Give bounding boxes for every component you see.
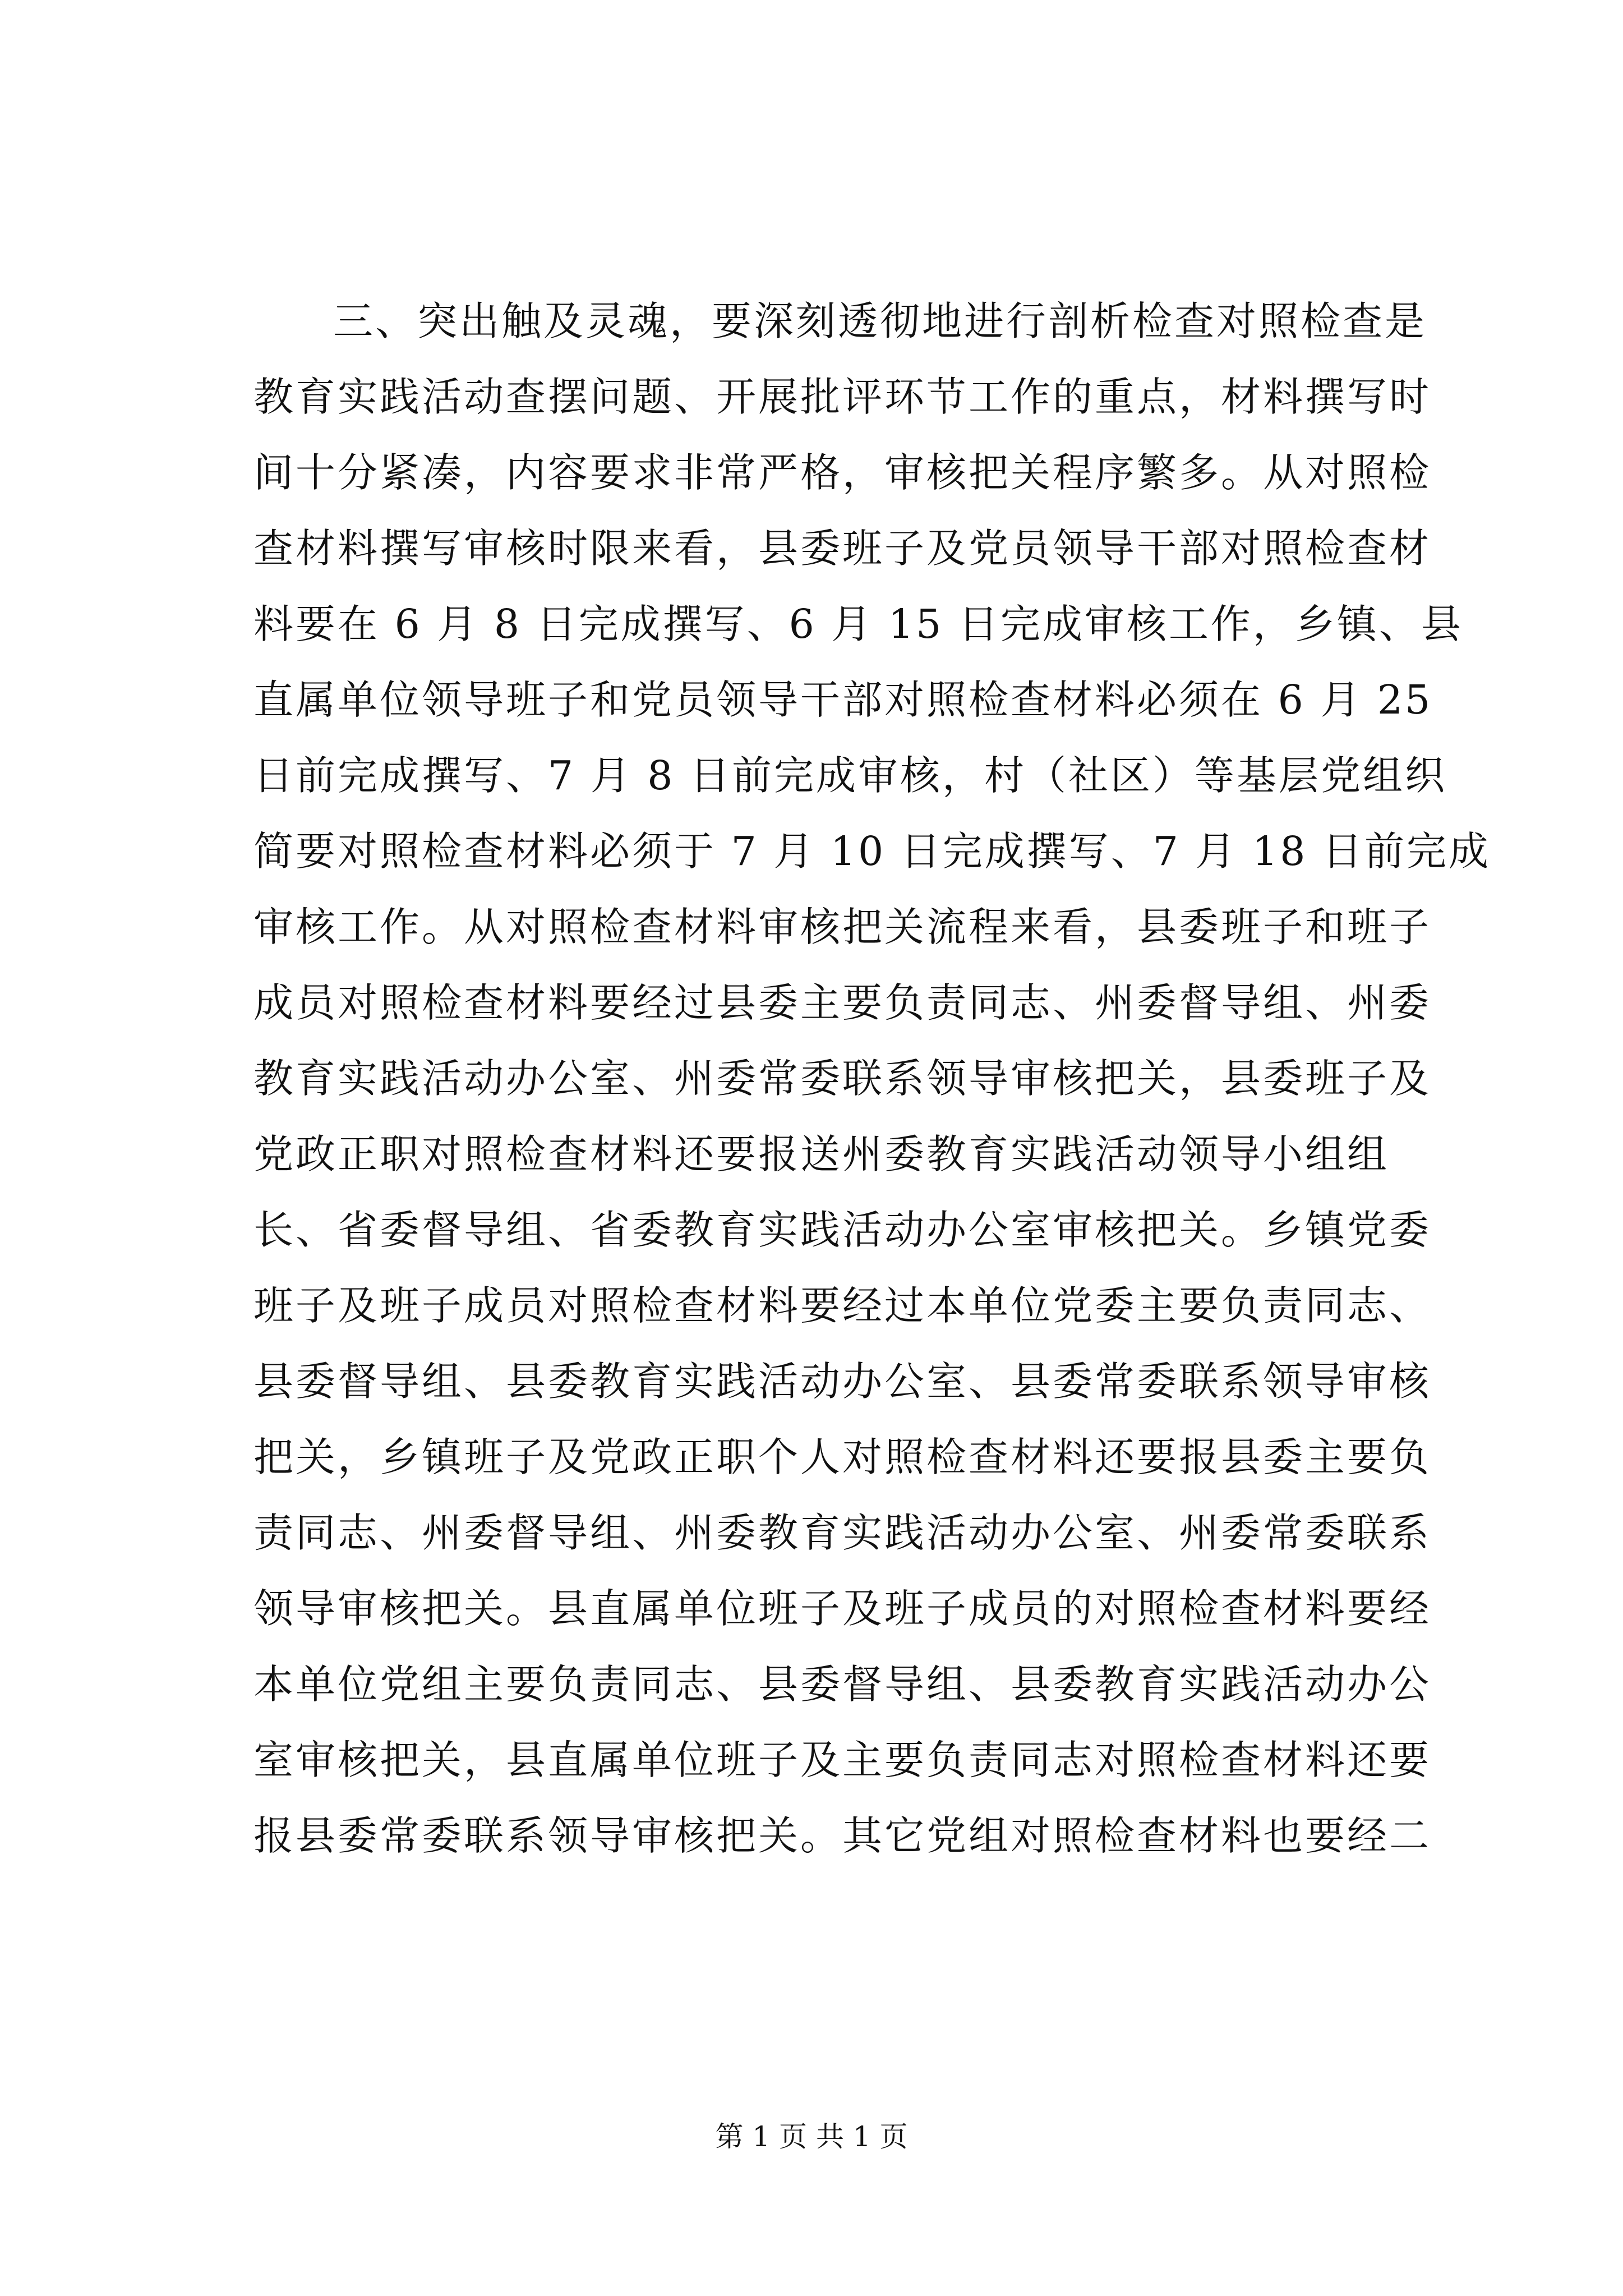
text-line-9: 审核工作。从对照检查材料审核把关流程来看，县委班子和班子 [253, 904, 1432, 950]
text-line-16: 把关，乡镇班子及党政正职个人对照检查材料还要报县委主要负 [253, 1434, 1432, 1480]
text-line-2: 教育实践活动查摆问题、开展批评环节工作的重点，材料撰写时 [253, 374, 1432, 420]
text-line-14: 班子及班子成员对照检查材料要经过本单位党委主要负责同志、 [253, 1282, 1432, 1329]
text-line-15: 县委督导组、县委教育实践活动办公室、县委常委联系领导审核 [253, 1358, 1432, 1405]
text-line-20: 室审核把关，县直属单位班子及主要负责同志对照检查材料还要 [253, 1737, 1432, 1783]
text-line-13: 长、省委督导组、省委教育实践活动办公室审核把关。乡镇党委 [253, 1207, 1432, 1253]
text-line-6: 直属单位领导班子和党员领导干部对照检查材料必须在 6 月 25 [253, 677, 1433, 723]
text-line-19: 本单位党组主要负责同志、县委督导组、县委教育实践活动办公 [253, 1661, 1432, 1708]
text-line-7: 日前完成撰写、7 月 8 日前完成审核，村（社区）等基层党组织 [253, 752, 1447, 799]
body-paragraph [253, 283, 1491, 1874]
text-line-21: 报县委常委联系领导审核把关。其它党组对照检查材料也要经二 [253, 1812, 1432, 1859]
text-line-3: 间十分紧凑，内容要求非常严格，审核把关程序繁多。从对照检 [253, 449, 1432, 496]
text-line-1: 三、突出触及灵魂，要深刻透彻地进行剖析检查对照检查是 [333, 298, 1427, 344]
text-line-12: 党政正职对照检查材料还要报送州委教育实践活动领导小组组 [253, 1131, 1390, 1177]
text-line-4: 查材料撰写审核时限来看，县委班子及党员领导干部对照检查材 [253, 525, 1432, 572]
text-line-5: 料要在 6 月 8 日完成撰写、6 月 15 日完成审核工作，乡镇、县 [253, 601, 1463, 647]
page-footer: 第 1 页 共 1 页 [715, 2120, 908, 2153]
text-line-18: 领导审核把关。县直属单位班子及班子成员的对照检查材料要经 [253, 1585, 1432, 1632]
text-line-11: 教育实践活动办公室、州委常委联系领导审核把关，县委班子及 [253, 1055, 1432, 1102]
text-line-17: 责同志、州委督导组、州委教育实践活动办公室、州委常委联系 [253, 1510, 1432, 1556]
text-line-10: 成员对照检查材料要经过县委主要负责同志、州委督导组、州委 [253, 979, 1432, 1026]
text-line-8: 简要对照检查材料必须于 7 月 10 日完成撰写、7 月 18 日前完成 [253, 828, 1491, 875]
